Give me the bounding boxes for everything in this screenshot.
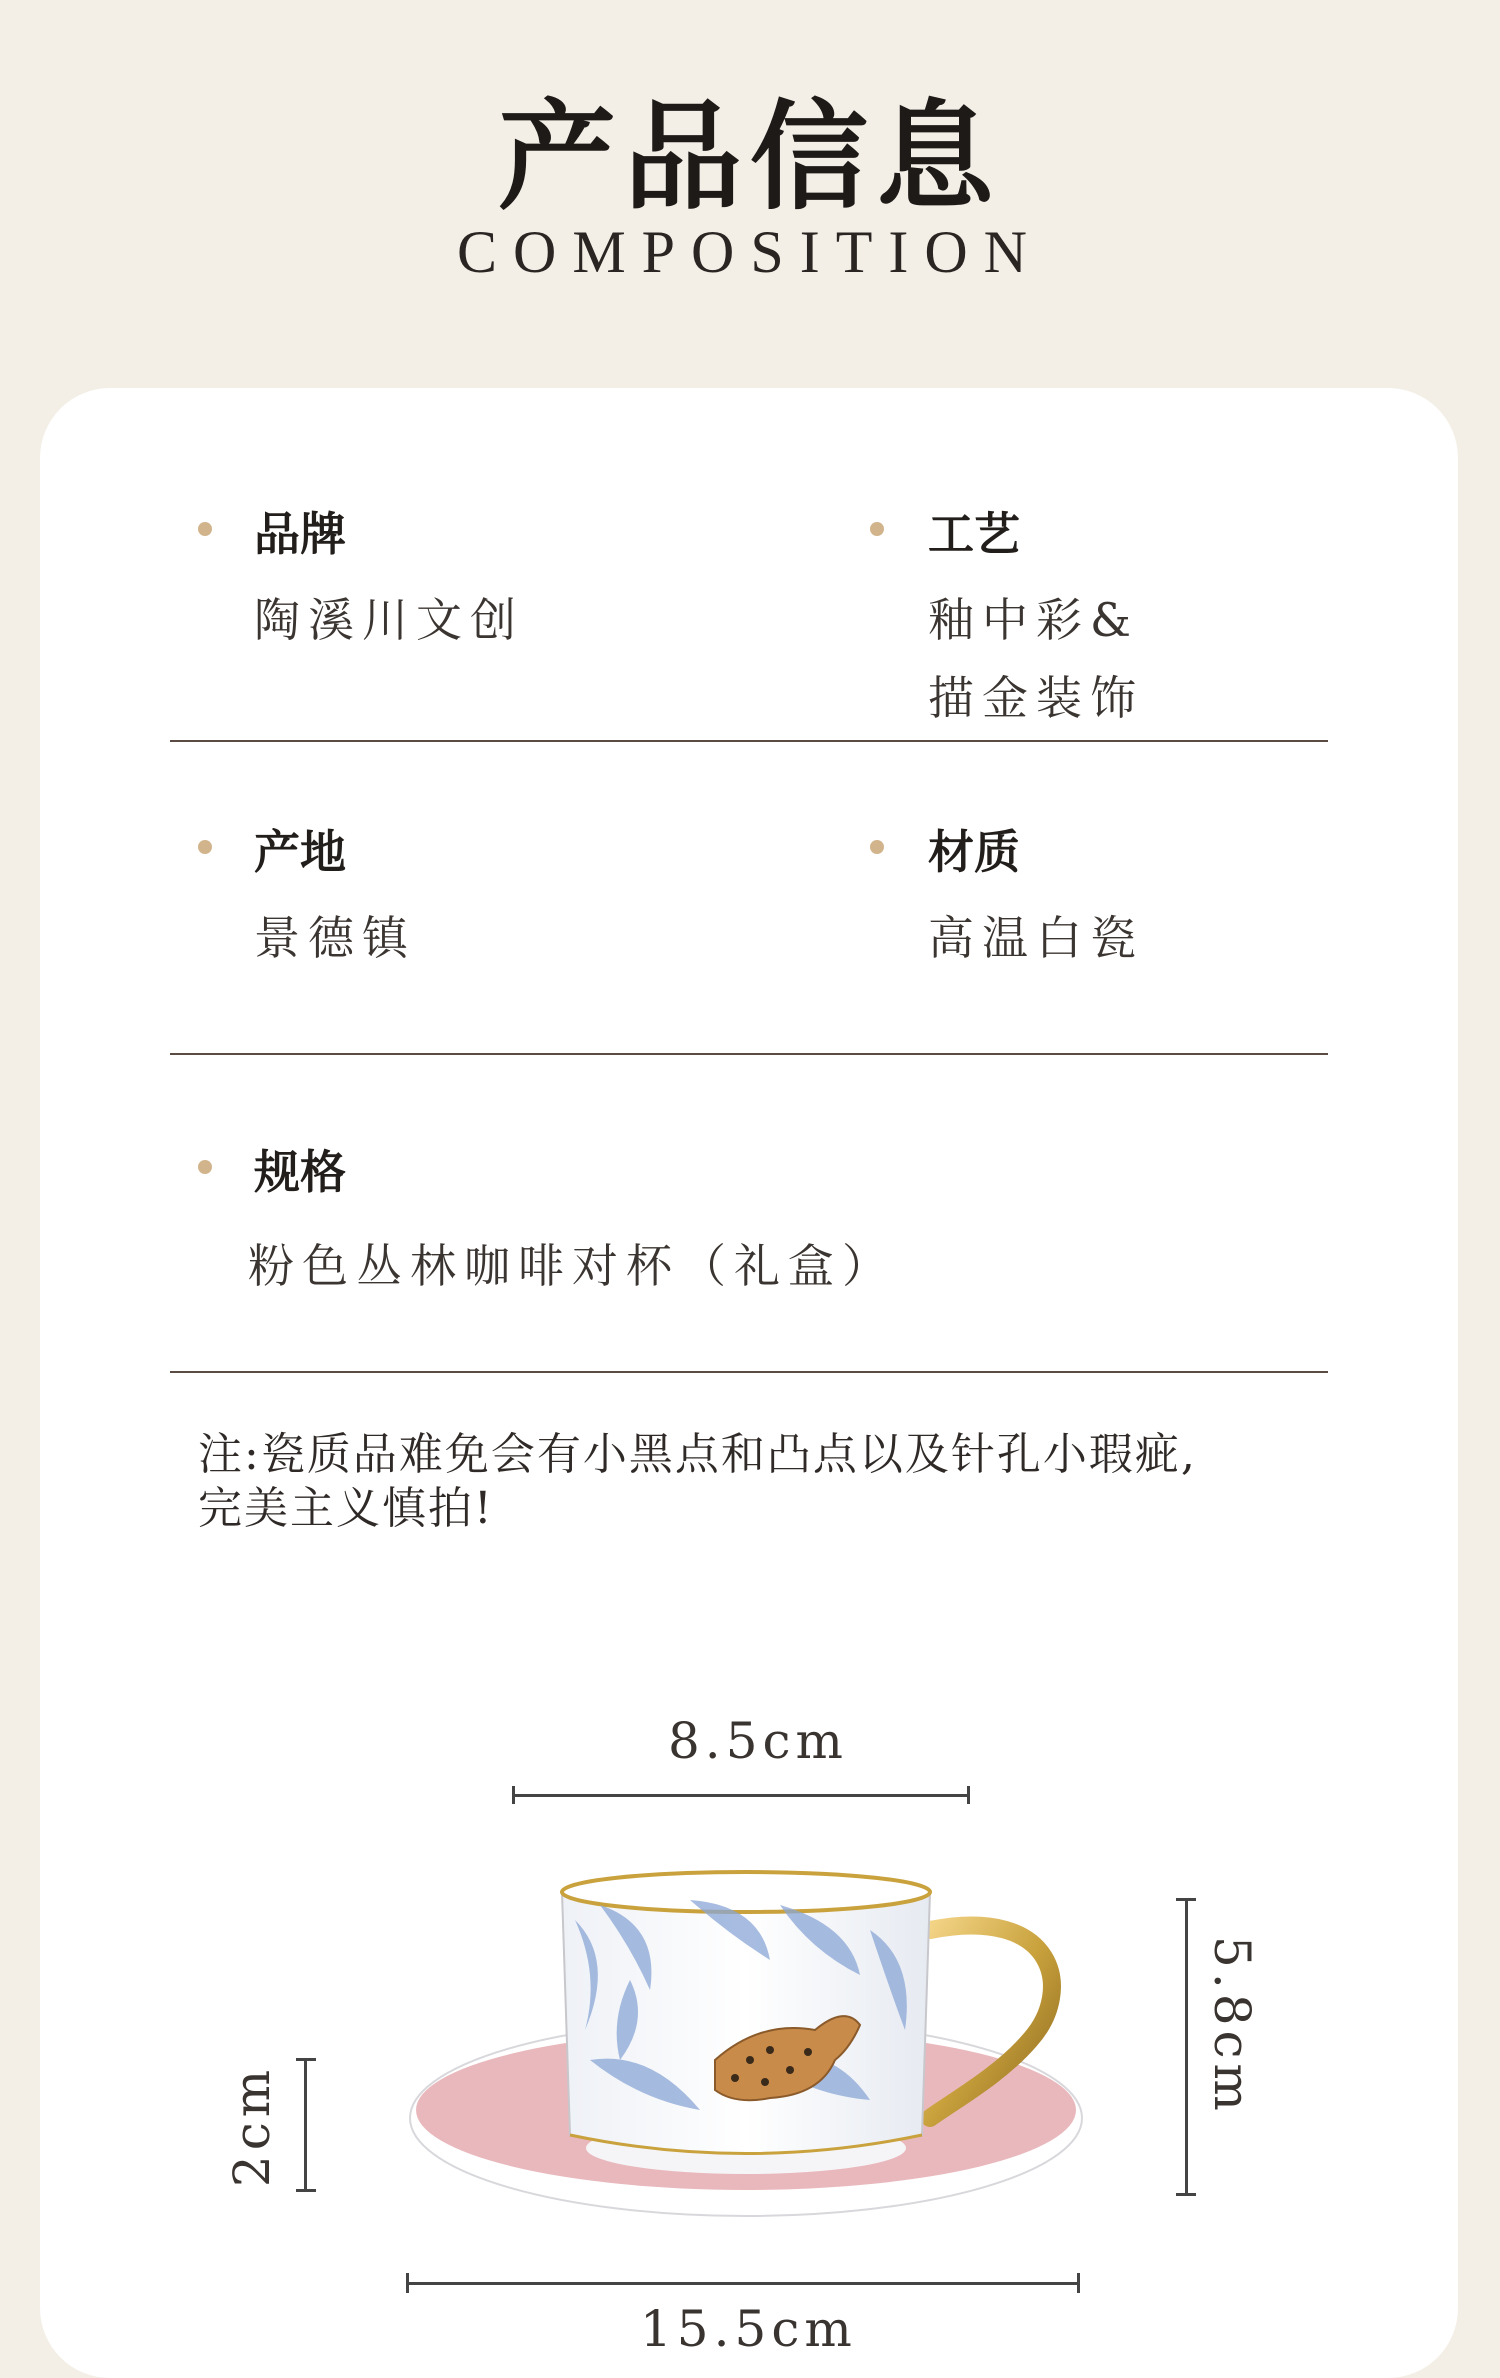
divider (170, 740, 1328, 742)
material-value: 高温白瓷 (928, 911, 1144, 965)
bullet-dot (198, 840, 212, 854)
saucer-width-label: 15.5cm (640, 2300, 857, 2358)
note-line-2: 完美主义慎拍! (198, 1483, 494, 1534)
cup-width-label: 8.5cm (668, 1712, 848, 1770)
size-value: 粉色丛林咖啡对杯（礼盒） (248, 1239, 896, 1293)
cup-height-tick-top (1176, 1898, 1196, 1901)
page-title: 产品信息 (497, 87, 1002, 226)
craft-value-line1: 釉中彩& (928, 593, 1139, 647)
bullet-dot (870, 840, 884, 854)
saucer-height-tick-bottom (296, 2189, 316, 2192)
saucer-height-tick-top (296, 2058, 316, 2061)
material-label: 材质 (928, 825, 1020, 879)
note-line-1: 注:瓷质品难免会有小黑点和凸点以及针孔小瑕疵, (198, 1429, 1197, 1480)
saucer-width-tick-right (1077, 2273, 1080, 2293)
craft-label: 工艺 (928, 507, 1020, 561)
divider (170, 1371, 1328, 1373)
saucer-height-line (304, 2058, 307, 2192)
bullet-dot (198, 522, 212, 536)
cup-height-tick-bottom (1176, 2193, 1196, 2196)
saucer-width-line (406, 2282, 1080, 2285)
quality-note (198, 1428, 1348, 1536)
cup-height-line (1185, 1898, 1188, 2196)
brand-label: 品牌 (254, 507, 346, 561)
saucer-width-tick-left (406, 2273, 409, 2293)
cup-width-line (512, 1794, 970, 1797)
bullet-dot (870, 522, 884, 536)
divider (170, 1053, 1328, 1055)
page-subtitle: COMPOSITION (456, 219, 1044, 285)
saucer-height-label: 2cm (223, 2064, 281, 2188)
origin-value: 景德镇 (254, 911, 416, 965)
craft-value-line2: 描金装饰 (928, 671, 1144, 725)
cup-height-label: 5.8cm (1203, 1936, 1261, 2116)
origin-label: 产地 (254, 825, 346, 879)
cup-width-tick-left (512, 1786, 515, 1804)
bullet-dot (198, 1160, 212, 1174)
brand-value: 陶溪川文创 (254, 593, 524, 647)
cup-width-tick-right (967, 1786, 970, 1804)
size-label: 规格 (254, 1145, 346, 1199)
